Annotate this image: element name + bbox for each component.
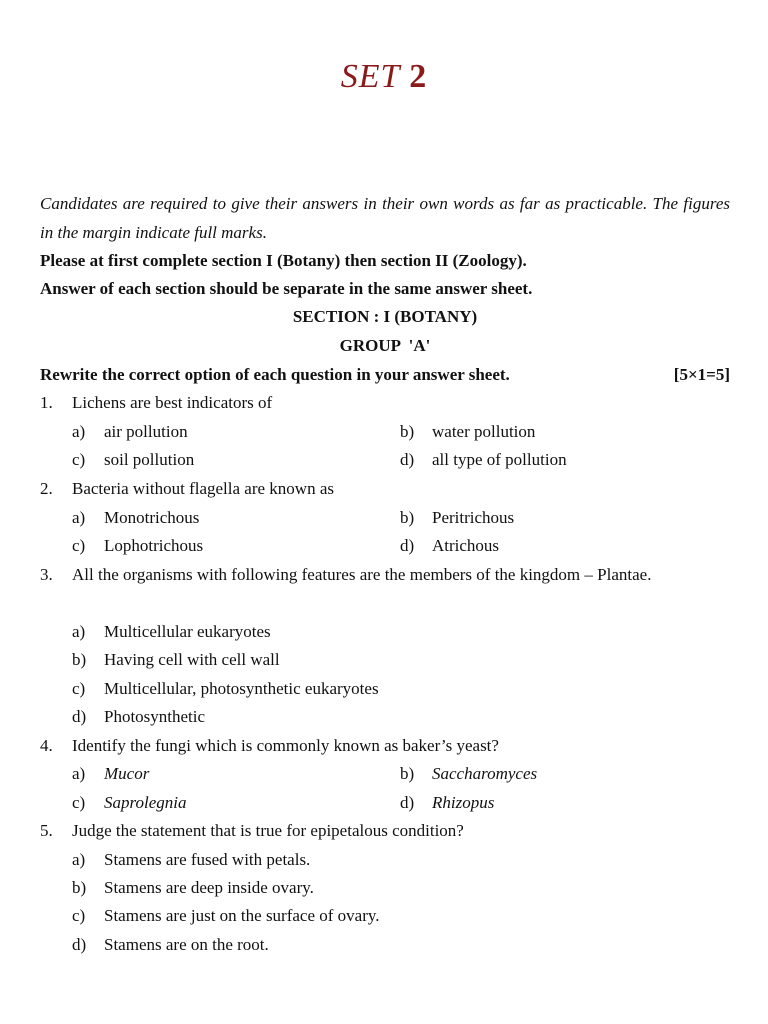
group-title: GROUP 'A' (339, 336, 431, 355)
option-label: d) (400, 450, 415, 469)
option-label: a) (72, 422, 86, 441)
question-number: 3. (40, 565, 53, 584)
group-instruction-text: Rewrite the correct option of each question in your answer sheet. (40, 365, 510, 384)
option-text: Mucor (104, 764, 150, 783)
option-label: a) (72, 850, 86, 869)
option-label: d) (72, 707, 87, 726)
option-label: d) (400, 793, 415, 812)
set-title (0, 58, 768, 96)
option-text: all type of pollution (432, 450, 567, 469)
option-text: Monotrichous (104, 508, 200, 527)
set-number: 2 (409, 58, 428, 95)
question-text: Identify the fungi which is commonly known as baker’s yeast? (72, 736, 499, 755)
option-text: Photosynthetic (104, 707, 206, 726)
option-label: b) (400, 508, 415, 527)
option-text: Saccharomyces (432, 764, 538, 783)
option-text: Atrichous (432, 536, 500, 555)
option-label: c) (72, 679, 86, 698)
question-text: Lichens are best indicators of (72, 393, 273, 412)
option-text: Multicellular, photosynthetic eukaryotes (104, 679, 379, 698)
option-text: Rhizopus (432, 793, 495, 812)
option-label: c) (72, 450, 86, 469)
option-label: a) (72, 622, 86, 641)
question-number: 5. (40, 821, 53, 840)
option-label: a) (72, 764, 86, 783)
set-word: SET (340, 58, 400, 95)
question-text: Bacteria without flagella are known as (72, 479, 334, 498)
option-text: Stamens are just on the surface of ovary. (104, 906, 380, 925)
option-text: Having cell with cell wall (104, 650, 280, 669)
marks-label: [5×1=5] (673, 365, 730, 384)
option-text: Saprolegnia (104, 793, 187, 812)
option-label: b) (400, 422, 415, 441)
option-text: air pollution (104, 422, 188, 441)
option-label: d) (72, 935, 87, 954)
option-text: Peritrichous (432, 508, 515, 527)
group-instruction (40, 361, 730, 389)
option-label: b) (72, 878, 87, 897)
option-text: Stamens are fused with petals. (104, 850, 311, 869)
option-label: b) (72, 650, 87, 669)
option-label: b) (400, 764, 415, 783)
option-text: Multicellular eukaryotes (104, 622, 271, 641)
option-label: a) (72, 508, 86, 527)
question-number: 1. (40, 393, 53, 412)
question-3-text: All the organisms with following features are the members of the kingdom – Plantae. (72, 565, 652, 584)
question-number: 4. (40, 736, 53, 755)
option-text: water pollution (432, 422, 536, 441)
instructions-intro: Candidates are required to give their answers in their own words as far as practicable. The figures in the margin indicate full marks. (40, 194, 730, 242)
option-label: c) (72, 793, 86, 812)
option-text: Lophotrichous (104, 536, 204, 555)
instructions-line-2: Answer of each section should be separate in the same answer sheet. (40, 279, 533, 298)
option-text: soil pollution (104, 450, 195, 469)
question-number: 2. (40, 479, 53, 498)
section-title: SECTION : I (BOTANY) (292, 307, 478, 326)
option-text: Stamens are on the root. (104, 935, 269, 954)
question-text: Judge the statement that is true for epipetalous condition? (72, 821, 464, 840)
option-label: c) (72, 536, 86, 555)
instructions-line-1: Please at first complete section I (Botany) then section II (Zoology). (40, 251, 527, 270)
option-text: Stamens are deep inside ovary. (104, 878, 314, 897)
option-label: d) (400, 536, 415, 555)
option-label: c) (72, 906, 86, 925)
